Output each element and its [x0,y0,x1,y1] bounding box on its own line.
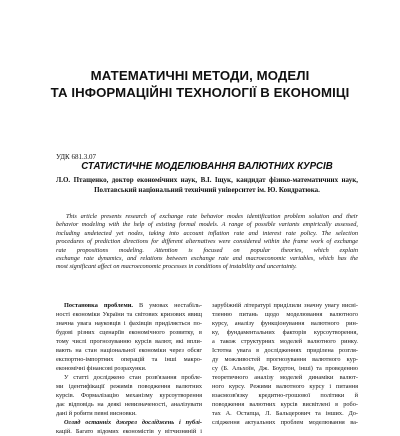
body-line: теоретичного аналізу моделей динаміки валют- [212,374,358,381]
body-column-left [56,301,202,436]
body-line: експортно-імпортних операцій та інші макро- [56,356,202,363]
body-line: У статті досліджено стан розв'язання пробле- [64,374,202,381]
authors-affiliation: Полтавський національний технічний університет ім. Ю. Кондратюка. [94,185,320,194]
udk-code: УДК 681.3.07 [56,153,96,161]
abstract-line: including undetected yet nodes, taking into account inflation rate and interest rate policy. The selection [56,229,358,237]
body-line: вають на стан національної економіки через обсяг [56,347,202,354]
body-line: слідження актуальних проблем моделювання ва- [212,419,358,426]
body-line: курсу, аналізу функціонування валютного рин- [212,320,358,327]
body-line: ду можливостей прогнозування валютного кур- [212,356,358,363]
body-line [56,427,202,436]
body-line: ку, фундаментальних факторів курсоутворення, [212,329,358,336]
body-line: ності економіки України та світових кризових явищ [56,311,202,318]
body-line: дані й робити певні висновки. [56,410,137,417]
body-line: тах А. Остапца, Л. Бальцерович та інших. До- [212,410,358,417]
body-line: поводження валютних курсів висвітлені в робо- [212,401,358,408]
article-title: СТАТИСТИЧНЕ МОДЕЛЮВАННЯ ВАЛЮТНИХ КУРСІВ [81,161,333,172]
body-line: тленню питань щодо моделювання валютного [212,311,358,318]
body-line: тому числі прогнозуванню курсів валют, які впли- [56,338,202,345]
abstract [56,213,358,272]
literature-review-heading: Огляд останніх джерел досліджень і публі- [64,419,202,426]
body-line [56,301,202,310]
body-column-right [212,301,358,427]
body-line: ного курсу. Режими валютного курсу і питання [212,383,358,390]
authors-names: Л.О. Птащенко, доктор економічних наук, В.І. Іщук, кандидат фізико-математичних наук, [56,176,358,184]
abstract-line: exchange rate dynamics, and relations between exchange rate and macroeconomic variables, which has the [56,255,358,263]
body-line: зарубіжній літературі приділили значну увагу висві- [212,302,358,309]
abstract-line: procedures of prediction directions for different alternatives were considered within the frame work of exchange [56,238,358,246]
body-line: ми ідентифікації режимів поводження валютних [56,383,202,390]
body-line-text: кацій. Багато відомих економістів у вітчизняній і [56,428,202,435]
body-line [56,418,202,427]
body-line: будові різних сценаріїв економічного розвитку, в [56,329,202,336]
section-heading [20,67,380,101]
problem-statement-heading: Постановка проблеми. [64,302,133,309]
abstract-line: most significant affect on macroeconomic processes in conditions of instability and uncertainty. [56,263,297,271]
body-line: а також структурних моделей валютного ринку. [212,338,358,345]
body-line: су (Б. Альхоїн, Дж. Боудтон, інші) та проведенню [212,365,358,372]
body-line: дає відповідь на деякі невизначеності, аналізувати [56,401,202,408]
section-heading-line-1: МАТЕМАТИЧНІ МЕТОДИ, МОДЕЛІ [90,68,310,83]
section-heading-line-2: ТА ІНФОРМАЦІЙНІ ТЕХНОЛОГІЇ В ЕКОНОМІЦІ [50,85,350,100]
body-line-text: В умовах нестабіль- [132,302,202,309]
body-line: економічні фінансові розрахунки. [56,365,147,372]
abstract-line: behavior modeling with the help of existing formal models. A range of possible variants empirically assessed, [56,221,358,229]
body-line: значна увага науковців і фахівців приділяється по- [56,320,202,327]
abstract-line: rate propositions modeling. Attention is focused on popular theories, which explain [56,246,358,254]
authors-block [56,176,358,195]
body-line: курсів. Формалізацію механізму курсоутворення [56,392,202,399]
abstract-line: This article presents research of exchange rate behavior modes identification problem solution and their [66,213,358,220]
body-line: Істотна увага в дослідженнях приділена розгля- [212,347,358,354]
body-line: взаємозв'язку кредитно-грошової політики й [212,392,358,399]
